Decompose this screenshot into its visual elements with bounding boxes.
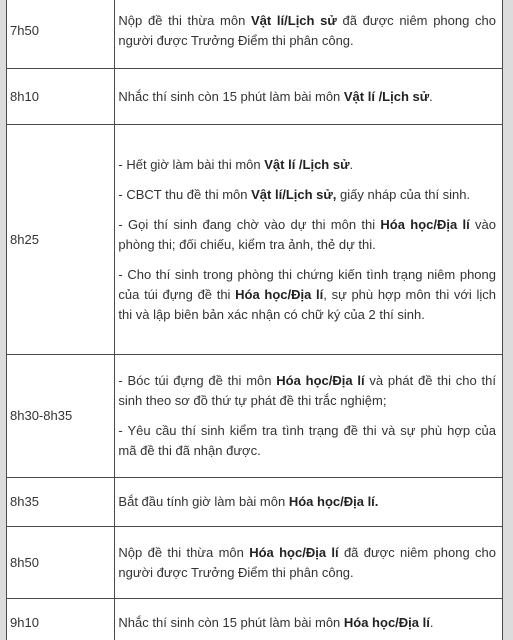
paragraph: Bắt đầu tính giờ làm bài môn Hóa học/Địa lí. xyxy=(118,494,379,509)
time-cell: 8h10 xyxy=(7,69,115,125)
time-cell: 9h10 xyxy=(7,599,115,640)
paragraph: - Hết giờ làm bài thi môn Vật lí /Lịch sử. xyxy=(118,156,354,172)
description-cell xyxy=(115,0,503,69)
table-row xyxy=(7,599,503,640)
time-cell: 8h25 xyxy=(7,125,115,355)
table-row xyxy=(7,355,503,478)
paragraph: Nhắc thí sinh còn 15 phút làm bài môn Vật lí /Lịch sử. xyxy=(118,88,433,104)
paragraph: - Gọi thí sinh đang chờ vào dự thi môn thi Hóa học/Địa lí vào phòng thi; đối chiếu, kiểm tra ảnh, thẻ dự thi. xyxy=(118,216,496,252)
paragraph: - Yêu cầu thí sinh kiểm tra tình trạng đề thi và sự phù hợp của mã đề thi đã nhận được. xyxy=(118,423,496,458)
time-cell: 7h50 xyxy=(7,0,115,69)
exam-schedule-table xyxy=(6,0,503,640)
table-row xyxy=(7,125,503,355)
table-row xyxy=(7,527,503,599)
table-row xyxy=(7,0,503,69)
description-cell xyxy=(115,69,503,125)
time-cell: 8h35 xyxy=(7,478,115,527)
paragraph: Nộp đề thi thừa môn Vật lí/Lịch sử đã được niêm phong cho người được Trưởng Điểm thi phân công. xyxy=(118,13,497,48)
time-cell: 8h30-8h35 xyxy=(7,355,115,478)
paragraph: Nộp đề thi thừa môn Hóa học/Địa lí đã được niêm phong cho người được Trưởng Điểm thi phân công. xyxy=(118,544,496,580)
table-row xyxy=(7,478,503,527)
table-row xyxy=(7,69,503,125)
paragraph: - CBCT thu đề thi môn Vật lí/Lịch sử, giấy nháp của thí sinh. xyxy=(118,186,471,202)
description-cell xyxy=(115,599,503,640)
description-cell xyxy=(115,478,503,527)
paragraph: Nhắc thí sinh còn 15 phút làm bài môn Hóa học/Địa lí. xyxy=(118,614,434,630)
description-cell xyxy=(115,527,503,599)
time-cell: 8h50 xyxy=(7,527,115,599)
description-cell xyxy=(115,125,503,355)
paragraph: - Cho thí sinh trong phòng thi chứng kiến tình trạng niêm phong của túi đựng đề thi Hóa học/Địa lí, sự phù hợp môn thi với lịch thi và lập biên bản xác nhận có chữ ký của 2 thí sinh. xyxy=(118,266,496,322)
description-cell xyxy=(115,355,503,478)
paragraph: - Bóc túi đựng đề thi môn Hóa học/Địa lí và phát đề thi cho thí sinh theo sơ đồ thứ tự phát đề thi trắc nghiệm; xyxy=(118,373,496,408)
